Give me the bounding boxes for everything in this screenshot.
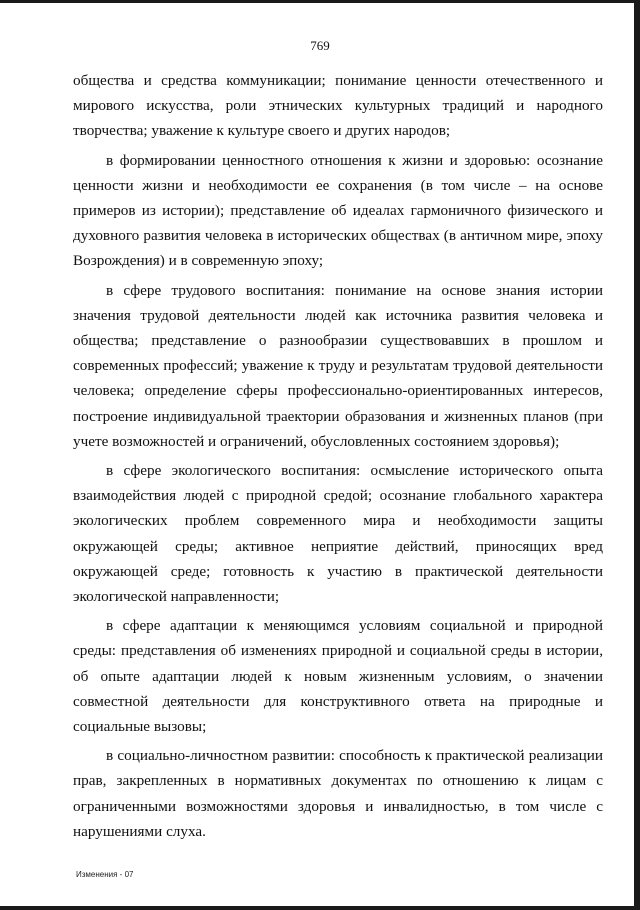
paragraph: общества и средства коммуникации; понимание ценности отечественного и мирового искусства, роли этнических культурных традиций и народного творчества; уважение к культуре своего и других народов;	[73, 72, 603, 140]
paragraph: в сфере адаптации к меняющимся условиям социальной и природной среды: представления об изменениях природной и социальной среды в истории, об опыте адаптации людей к новым жизненным условиям, о значении совместной деятельности для конструктивного ответа на природные и социальные вызовы;	[73, 617, 603, 736]
scan-edge-top	[0, 0, 640, 3]
paragraph: в формировании ценностного отношения к жизни и здоровью: осознание ценности жизни и необходимости ее сохранения (в том числе – на основе примеров из истории); представление об идеалах гармоничного физического и духовного развития человека в исторических обществах (в античном мире, эпоху Возрождения) и в современную эпоху;	[73, 151, 603, 270]
footer-revision-note: Изменения - 07	[76, 870, 134, 879]
page-number: 769	[310, 38, 330, 53]
paragraph: в сфере трудового воспитания: понимание на основе знания истории значения трудовой деятельности людей как источника развития человека и общества; представление о разнообразии существовавших в прошлом и современных профессий; уважение к труду и результатам трудовой деятельности человека; определение сферы профессионально-ориентированных интересов, построение индивидуальной траектории образования и жизненных планов (при учете возможностей и ограничений, обусловленных состоянием здоровья);	[73, 281, 603, 450]
document-body	[73, 68, 603, 848]
scan-edge-right	[634, 0, 640, 910]
paragraph: в сфере экологического воспитания: осмысление исторического опыта взаимодействия людей с природной средой; осознание глобального характера экологических проблем современного мира и необходимости защиты окружающей среды; активное неприятие действий, приносящих вред окружающей среде; готовность к участию в практической деятельности экологической направленности;	[73, 462, 603, 606]
paragraph: в социально-личностном развитии: способность к практической реализации прав, закрепленных в нормативных документах по отношению к лицам с ограниченными возможностями здоровья и инвалидностью, в том числе с нарушениями слуха.	[73, 747, 603, 840]
scan-edge-bottom	[0, 906, 640, 910]
